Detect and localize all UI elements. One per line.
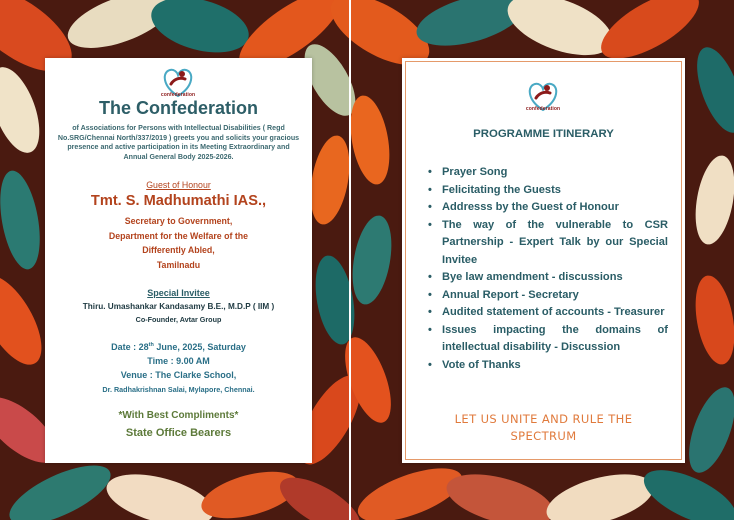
closing-motto: LET US UNITE AND RULE THE SPECTRUM [454,412,633,443]
list-item: • Bye law amendment - discussions [428,271,623,283]
guest-of-honour-name: Tmt. S. Madhumathi IAS., [90,193,267,209]
list-item: • Prayer Song [428,166,508,178]
list-item: • Addresss by the Guest of Honour [428,201,619,213]
special-invitee-role: Co-Founder, Avtar Group [135,315,222,324]
list-item: • Annual Report - Secretary [428,288,579,301]
event-venue: Venue : The Clarke School, [120,370,237,380]
logo-text: confederation [160,92,196,98]
logo-text: confederation [525,106,561,112]
event-time: Time : 9.00 AM [147,356,210,366]
special-invitee-name: Thiru. Umashankar Kandasamy B.E., M.D.P ( IIM ) [82,302,275,311]
guest-of-honour-heading: Guest of Honour [146,180,211,190]
itinerary-title: PROGRAMME ITINERARY [473,128,614,140]
special-invitee-heading: Special Invitee [147,288,210,298]
list-item: • Issues impacting the domains of intellectual disability - Discussion [428,323,668,353]
guest-of-honour-designation: Secretary to Government, Department for the Welfare of the Differently Abled, Tamilnadu [108,216,249,270]
event-address: Dr. Radhakrishnan Salai, Mylapore, Chennai. [102,385,255,394]
compliments-line: *With Best Compliments* [118,410,239,421]
organization-title: The Confederation [98,98,258,118]
list-item: • Vote of Thanks [428,358,521,371]
event-date: Date : 28th June, 2025, Saturday [111,342,246,352]
itinerary-list [428,164,668,374]
invitation-intro: of Associations for Persons with Intellectual Disabilities ( Regd No.SRG/Chennai North/337/2019 ) greets you and solicits your gracious presence and active participation in its Meeting Extraordinary and Annual General Body 2025-2026. [57,124,300,162]
panel-divider [349,0,351,520]
office-bearers-line: State Office Bearers [125,427,232,439]
list-item: • The way of the vulnerable to CSR Partnership - Expert Talk by our Special Invitee [428,218,668,266]
list-item: • Audited statement of accounts - Treasurer [428,306,665,318]
list-item: • Felicitating the Guests [428,183,561,196]
